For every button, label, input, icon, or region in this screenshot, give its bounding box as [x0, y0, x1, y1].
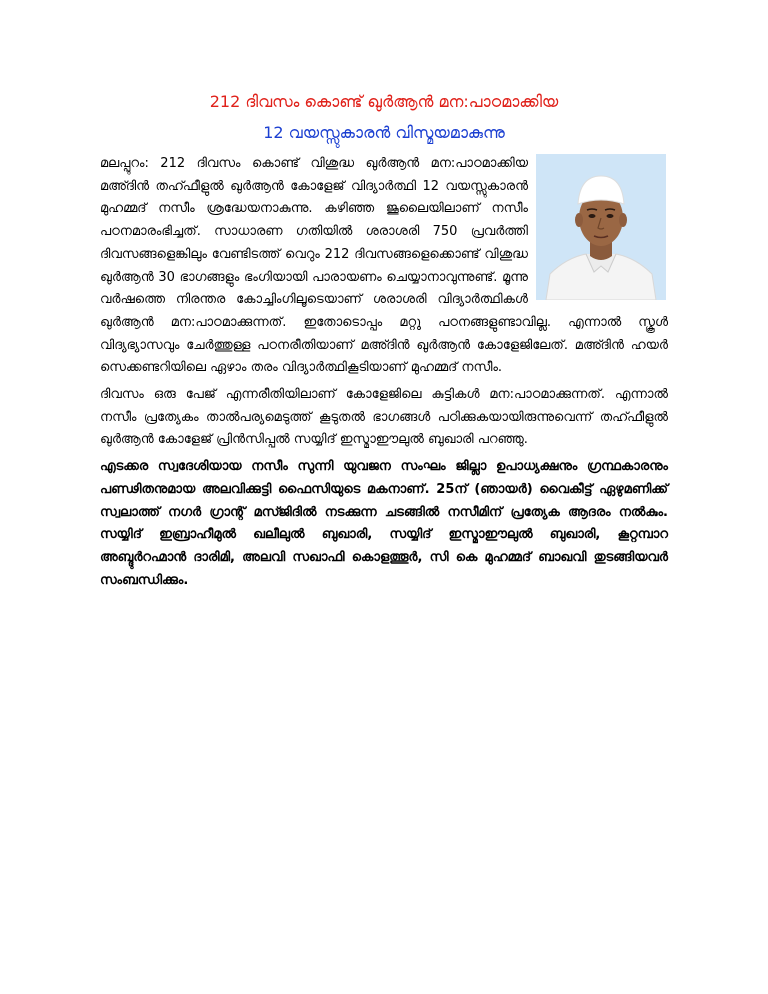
article-paragraph-1: മലപ്പുറം: 212 ദിവസം കൊണ്ട് വിശുദ്ധ ഖുർആൻ മന:പാഠമാക്കിയ മഅ്ദിൻ തഹ്ഫീളുൽ ഖുർആൻ കോളേജ് വിദ്യാർത്ഥി 12 വയസ്സുകാരൻ മുഹമ്മദ് നസീം ശ്രദ്ധേയനാകുന്നു. കഴിഞ്ഞ ജൂലൈയിലാണ് നസീം പഠനമാരംഭിച്ചത്. സാധാരണ ഗതിയിൽ ശരാശരി 750 പ്രവർത്തി ദിവസങ്ങളെങ്കിലും വേണ്ടിടത്ത് വെറും 212 ദിവസങ്ങളെക്കൊണ്ട് വിശുദ്ധ ഖുർആൻ 30 ഭാഗങ്ങളും ഭംഗിയായി പാരായണം ചെയ്യാനാവുന്നുണ്ട്. മൂന്നു വർഷത്തെ നിരന്തര കോച്ചിംഗിലൂടെയാണ് ശരാശരി വിദ്യാർത്ഥികൾ ഖുർആൻ മന:പാഠമാക്കുന്നത്. ഇതോടൊപ്പം മറ്റു പഠനങ്ങളുണ്ടാവില്ല. എന്നാൽ സ്കൂൾ വിദ്യഭ്യാസവും ചേർത്തുള്ള പഠനരീതിയാണ് മഅ്ദിൻ ഖുർആൻ കോളേജിലേത്. മഅ്ദിൻ ഹയർ സെക്കണ്ടറിയിലെ ഏഴാം തരം വിദ്യാർത്ഥികൂടിയാണ് മുഹമ്മദ് നസീം. [100, 156, 668, 376]
article-paragraph-3: എടക്കര സ്വദേശിയായ നസീം സുന്നി യുവജന സംഘം ജില്ലാ ഉപാധ്യക്ഷനും ഗ്രന്ഥകാരനും പണ്ഢിതനുമായ അലവിക്കുട്ടി ഫൈസിയുടെ മകനാണ്. 25ന് (ഞായർ) വൈകീട്ട് ഏഴുമണിക്ക് സ്വലാത്ത് നഗർ ഗ്രാന്റ് മസ്ജിദിൽ നടക്കുന്ന ചടങ്ങിൽ നസീമിന് പ്രത്യേക ആദരം നൽകും. സയ്യിദ് ഇബ്രാഹീമുൽ ഖലീലുൽ ബുഖാരി, സയ്യിദ് ഇസ്മാഈലുൽ ബുഖാരി, കൂറ്റമ്പാറ അബ്ദുർറഹ്മാൻ ദാരിമി, അലവി സഖാഫി കൊളത്തൂർ, സി കെ മുഹമ്മദ് ബാഖവി തുടങ്ങിയവർ സംബന്ധിക്കും. [100, 459, 668, 588]
article-paragraph-2: ദിവസം ഒരു പേജ് എന്നരീതിയിലാണ് കോളേജിലെ കുട്ടികൾ മന:പാഠമാക്കുന്നത്. എന്നാൽ നസീം പ്രത്യേകം താൽപര്യമെടുത്ത് കൂടുതൽ ഭാഗങ്ങൾ പഠിക്കുകയായിരുന്നുവെന്ന് തഹ്ഫീളുൽ ഖുർആൻ കോളേജ് പ്രിൻസിപ്പൽ സയ്യിദ് ഇസ്മാഈലുൽ ബുഖാരി പറഞ്ഞു. [100, 387, 668, 448]
article-body [100, 153, 668, 592]
headline-line-1: 212 ദിവസം കൊണ്ട് ഖുർആൻ മന:പാഠമാക്കിയ [209, 92, 559, 111]
headline-line-2: 12 വയസ്സുകാരൻ വിസ്മയമാകുന്നു [263, 123, 505, 142]
photo-spacer [528, 153, 668, 301]
